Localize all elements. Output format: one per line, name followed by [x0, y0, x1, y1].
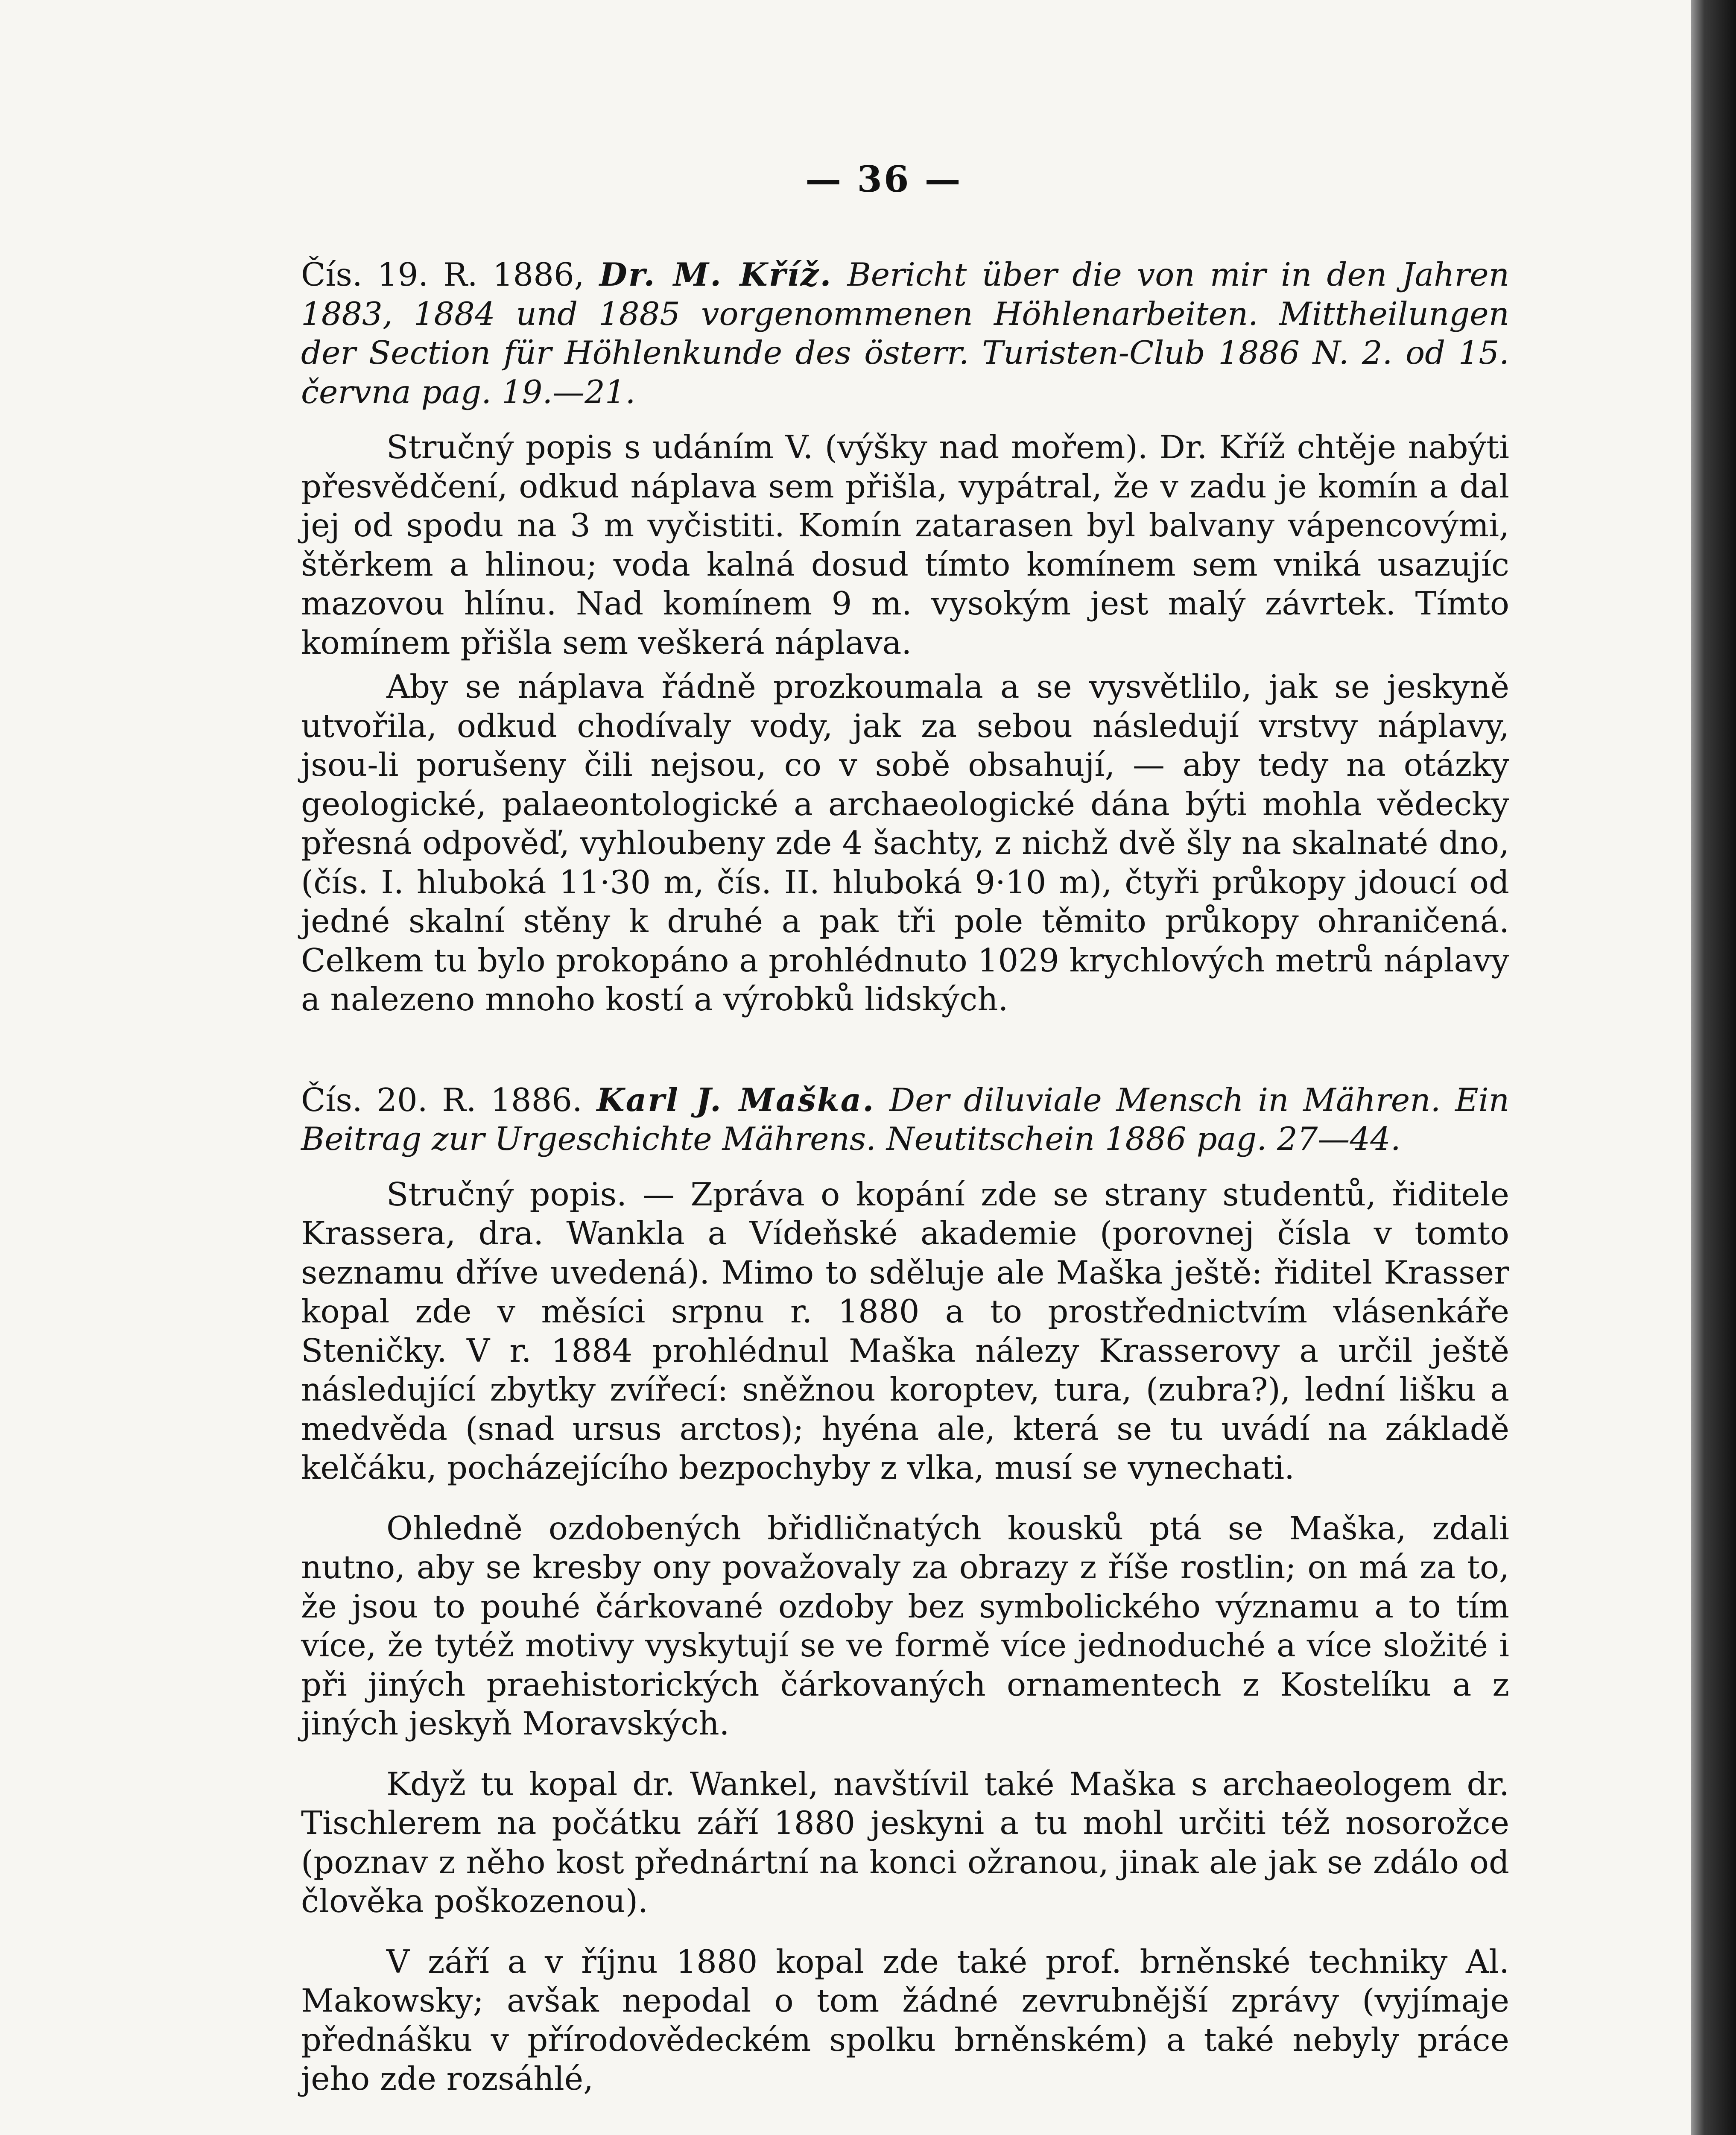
entry-author: Dr. M. Kříž.	[599, 256, 833, 293]
scan-edge-shadow	[1691, 0, 1736, 2135]
entry-title: Bericht über die von mir in den Jahren 1883, 1884 und 1885 vorgenommenen Höhlenarbeiten. Mittheilungen der Section für Höhlenkunde des österr. Turisten-Club 1886 N. 2. od 15. června pag. 19.—21.	[301, 256, 1509, 411]
page-content	[301, 255, 1509, 2104]
paragraph: Aby se náplava řádně prozkoumala a se vysvětlilo, jak se jeskyně utvořila, odkud chodívaly vody, jak za sebou následují vrstvy náplavy, jsou-li porušeny čili nejsou, co v sobě obsahují, — aby tedy na otázky geologické, palaeontologické a archaeologické dána býti mohla vědecky přesná odpověď, vyhloubeny zde 4 šachty, z nichž dvě šly na skalnaté dno, (čís. I. hluboká 11·30 m, čís. II. hluboká 9·10 m), čtyři průkopy jdoucí od jedné skalní stěny k druhé a pak tři pole těmito průkopy ohraničená. Celkem tu bylo prokopáno a prohlédnuto 1029 krychlových metrů náplavy a nalezeno mnoho kostí a výrobků lidských.	[301, 668, 1509, 1018]
entry-heading-20	[301, 1081, 1509, 1159]
entry-number: Čís. 20. R. 1886.	[301, 1081, 582, 1119]
entry-number: Čís. 19. R. 1886,	[301, 256, 585, 293]
paragraph: Když tu kopal dr. Wankel, navštívil také Maška s archaeologem dr. Tischlerem na počátku září 1880 jeskyni a tu mohl určiti též nosorožce (poznav z něho kost přednártní na konci ožranou, jinak ale jak se zdálo od člověka poškozenou).	[301, 1765, 1509, 1920]
entry-heading-19	[301, 255, 1509, 412]
page-number: — 36 —	[805, 158, 962, 200]
entry-title: Der diluviale Mensch in Mähren. Ein Beitrag zur Urgeschichte Mährens. Neutitschein 1886 pag. 27—44.	[301, 1081, 1509, 1158]
entry-author: Karl J. Maška.	[596, 1081, 875, 1119]
paragraph: Ohledně ozdobených břidličnatých kousků ptá se Maška, zdali nutno, aby se kresby ony považovaly za obrazy z říše rostlin; on má za to, že jsou to pouhé čárkované ozdoby bez symbolického významu a to tím více, že tytéž motivy vyskytují se ve formě více jednoduché a více složité i při jiných praehistorických čárkovaných ornamentech z Kostelíku a z jiných jeskyň Moravských.	[301, 1509, 1509, 1742]
paragraph: Stručný popis. — Zpráva o kopání zde se strany studentů, řiditele Krassera, dra. Wankla a Vídeňské akademie (porovnej čísla v tomto seznamu dříve uvedená). Mimo to sděluje ale Maška ještě: řiditel Krasser kopal zde v měsíci srpnu r. 1880 a to prostřednictvím vlásenkáře Steničky. V r. 1884 prohlédnul Maška nálezy Krasserovy a určil ještě následující zbytky zvířecí: sněžnou koroptev, tura, (zubra?), lední lišku a medvěda (snad ursus arctos); hyéna ale, která se tu uvádí na základě kelčáku, pocházejícího bezpochyby z vlka, musí se vynechati.	[301, 1175, 1509, 1486]
paragraph: V září a v říjnu 1880 kopal zde také prof. brněnské techniky Al. Makowsky; avšak nepodal o tom žádné zevrubnější zprávy (vyjímaje přednášku v přírodovědeckém spolku brněnském) a také nebyly práce jeho zde rozsáhlé,	[301, 1942, 1509, 2097]
paragraph: Stručný popis s udáním V. (výšky nad mořem). Dr. Kříž chtěje nabýti přesvědčení, odkud náplava sem přišla, vypátral, že v zadu je komín a dal jej od spodu na 3 m vyčistiti. Komín zatarasen byl balvany vápencovými, štěrkem a hlinou; voda kalná dosud tímto komínem sem vniká usazujíc mazovou hlínu. Nad komínem 9 m. vysokým jest malý závrtek. Tímto komínem přišla sem veškerá náplava.	[301, 428, 1509, 661]
